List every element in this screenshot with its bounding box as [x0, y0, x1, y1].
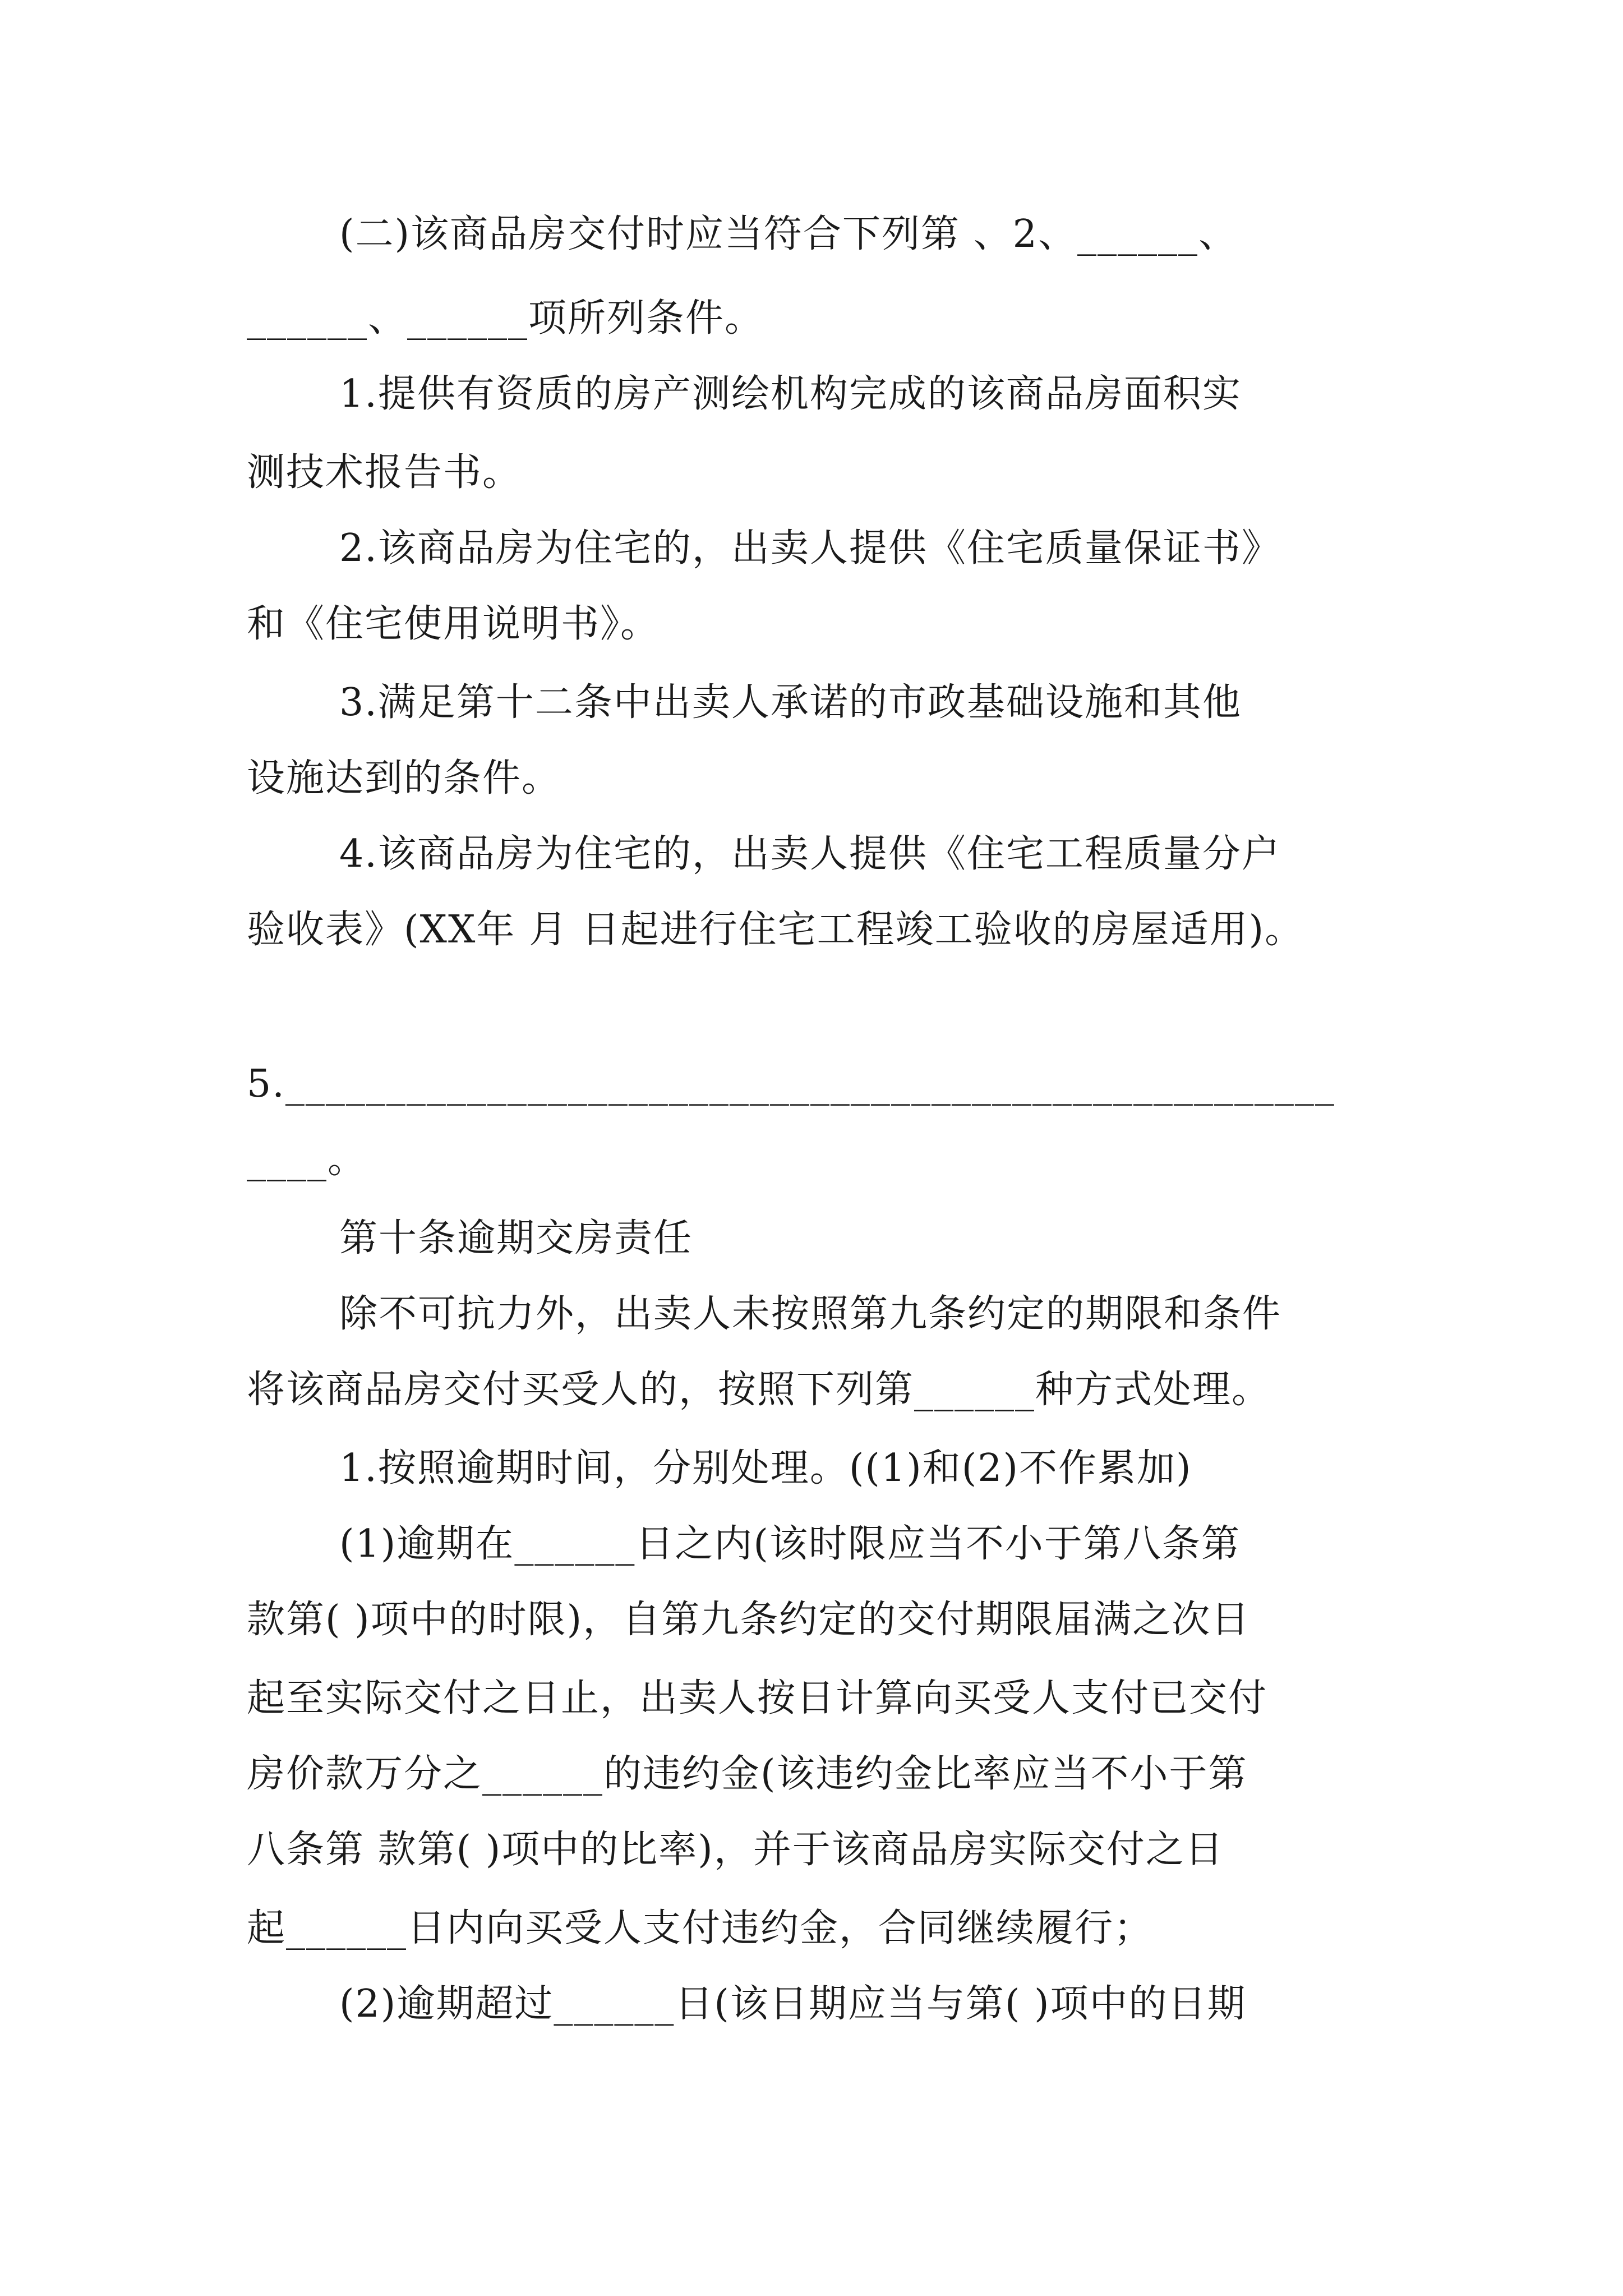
text-line: 款第( )项中的时限)，自第九条约定的交付期限届满之次日	[247, 1598, 1251, 1642]
text-line: 测技术报告书。	[247, 450, 522, 495]
text-line: 1.提供有资质的房产测绘机构完成的该商品房面积实	[339, 372, 1242, 416]
text-line: 和《住宅使用说明书》。	[247, 602, 660, 646]
text-line: ______、______项所列条件。	[247, 296, 764, 341]
text-line: 八条第 款第( )项中的比率)，并于该商品房实际交付之日	[247, 1828, 1224, 1872]
text-line: 1.按照逾期时间，分别处理。((1)和(2)不作累加)	[339, 1446, 1192, 1490]
text-line: 验收表》(XX年 月 日起进行住宅工程竣工验收的房屋适用)。	[247, 908, 1304, 952]
text-line: 设施达到的条件。	[247, 756, 561, 800]
text-line: (2)逾期超过______日(该日期应当与第( )项中的日期	[339, 1982, 1247, 2026]
text-line: 起______日内向买受人支付违约金，合同继续履行；	[247, 1906, 1154, 1950]
text-line: (二)该商品房交付时应当符合下列第 、2、______、	[339, 212, 1238, 256]
text-line: 2.该商品房为住宅的，出卖人提供《住宅质量保证书》	[339, 526, 1281, 570]
text-line: (1)逾期在______日之内(该时限应当不小于第八条第	[339, 1522, 1241, 1566]
text-line: 房价款万分之______的违约金(该违约金比率应当不小于第	[247, 1752, 1248, 1796]
text-line: 4.该商品房为住宅的，出卖人提供《住宅工程质量分户	[339, 832, 1281, 876]
text-line: 将该商品房交付买受人的，按照下列第______种方式处理。	[247, 1368, 1271, 1412]
text-line: 除不可抗力外，出卖人未按照第九条约定的期限和条件	[339, 1292, 1282, 1336]
section-heading: 第十条逾期交房责任	[339, 1216, 693, 1260]
text-line: 起至实际交付之日止，出卖人按日计算向买受人支付已交付	[247, 1676, 1268, 1720]
text-line: 3.满足第十二条中出卖人承诺的市政基础设施和其他	[339, 680, 1242, 725]
text-line: 5.____________________________________________________	[247, 1062, 1335, 1106]
text-line: ____。	[247, 1138, 367, 1182]
